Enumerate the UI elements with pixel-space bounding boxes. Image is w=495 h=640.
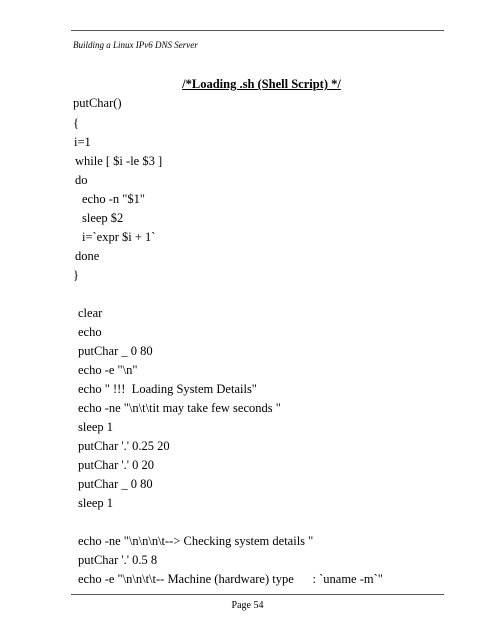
code-line: i=`expr $i + 1` xyxy=(82,230,156,244)
code-line: putChar _ 0 80 xyxy=(78,344,153,358)
code-line: while [ $i -le $3 ] xyxy=(75,154,163,168)
code-line: } xyxy=(73,268,79,282)
code-line: echo xyxy=(78,325,102,339)
code-line: putChar '.' 0.25 20 xyxy=(78,439,170,453)
footer-rule xyxy=(71,594,444,595)
code-line: echo -ne "\n\n\n\t--> Checking system details " xyxy=(78,534,314,548)
code-line: clear xyxy=(78,306,103,320)
header-rule xyxy=(71,30,444,31)
code-line: echo -e "\n\n\t\t-- Machine (hardware) type : `uname -m`" xyxy=(78,572,383,586)
code-line: sleep 1 xyxy=(78,496,114,510)
section-title: /*Loading .sh (Shell Script) */ xyxy=(182,77,341,91)
running-header: Building a Linux IPv6 DNS Server xyxy=(73,40,198,50)
code-line: putChar() xyxy=(73,96,122,110)
code-line: sleep $2 xyxy=(82,211,124,225)
code-line: done xyxy=(75,249,100,263)
code-line: putChar '.' 0.5 8 xyxy=(78,553,158,567)
code-line: echo -e "\n" xyxy=(78,363,138,377)
page-number: Page 54 xyxy=(231,600,264,611)
code-line: do xyxy=(75,173,88,187)
code-line: { xyxy=(73,116,79,130)
code-line: echo -ne "\n\t\tit may take few seconds " xyxy=(78,401,281,415)
code-line: putChar _ 0 80 xyxy=(78,477,153,491)
code-line: sleep 1 xyxy=(78,420,114,434)
code-line: echo " !!! Loading System Details" xyxy=(78,382,257,396)
code-line: echo -n "$1" xyxy=(82,192,145,206)
code-line: putChar '.' 0 20 xyxy=(78,458,155,472)
code-line: i=1 xyxy=(74,135,91,149)
